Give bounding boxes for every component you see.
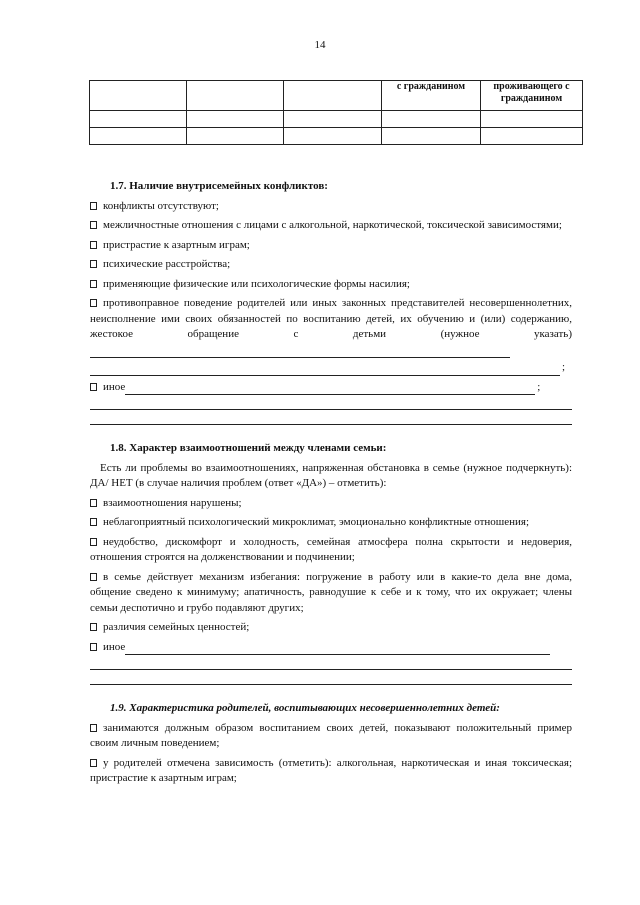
table-header-cell xyxy=(284,81,382,111)
table-row xyxy=(90,111,583,128)
page-number: 14 xyxy=(314,39,326,51)
checkbox-icon[interactable] xyxy=(90,538,97,546)
checkbox-item[interactable]: взаимоотношения нарушены; xyxy=(90,496,572,512)
section-title-1-7: 1.7. Наличие внутрисемейных конфликтов: xyxy=(110,180,328,192)
checkbox-item[interactable]: межличностные отношения с лицами с алкогольной, наркотической, токсической зависимостями; xyxy=(90,218,572,234)
fill-row: ; xyxy=(90,360,572,376)
table-header-cell xyxy=(187,81,284,111)
table-header-cell xyxy=(90,81,187,111)
checkbox-item[interactable]: занимаются должным образом воспитанием своих детей, показывают положительный пример своим личным поведением; xyxy=(90,721,572,749)
checkbox-item[interactable]: противоправное поведение родителей или иных законных представителей несовершеннолетних, неисполнение ими своих обязанностей по воспитанию детей, их обучению и (или) содержанию, жестокое обращение с детьми (нужное указать) xyxy=(90,296,572,358)
checkbox-icon[interactable] xyxy=(90,383,97,391)
table-header-cell: проживающего с гражданином xyxy=(481,81,583,111)
table-cell[interactable] xyxy=(187,111,284,128)
checkbox-icon[interactable] xyxy=(90,241,97,249)
checkbox-item[interactable]: различия семейных ценностей; xyxy=(90,620,572,636)
fill-line[interactable] xyxy=(125,383,535,395)
table-header-row xyxy=(90,81,583,111)
checkbox-icon[interactable] xyxy=(90,643,97,651)
table-cell[interactable] xyxy=(90,111,187,128)
table-row xyxy=(90,128,583,145)
checkbox-icon[interactable] xyxy=(90,260,97,268)
table-cell[interactable] xyxy=(90,128,187,145)
table-cell[interactable] xyxy=(382,111,481,128)
form-content xyxy=(90,179,572,787)
fill-line[interactable] xyxy=(90,412,572,425)
checkbox-icon[interactable] xyxy=(90,759,97,767)
checkbox-icon[interactable] xyxy=(90,573,97,581)
checkbox-icon[interactable] xyxy=(90,221,97,229)
fill-line[interactable] xyxy=(90,397,572,410)
checkbox-item[interactable]: в семье действует механизм избегания: погружение в работу или в какие-то дела вне дома, общение сведено к минимуму; апатичность, равнодушие к себе и к тому, что их окружает; члены семьи деспотично и грубо подавляют других; xyxy=(90,570,572,614)
fill-line[interactable] xyxy=(90,672,572,685)
fill-line[interactable] xyxy=(90,657,572,670)
section-title-1-8: 1.8. Характер взаимоотношений между членами семьи: xyxy=(110,442,387,454)
data-table xyxy=(89,80,583,145)
checkbox-item[interactable]: пристрастие к азартным играм; xyxy=(90,238,572,254)
checkbox-icon[interactable] xyxy=(90,724,97,732)
checkbox-icon[interactable] xyxy=(90,280,97,288)
table-header-cell: с гражданином xyxy=(382,81,481,111)
section-title-1-9: 1.9. Характеристика родителей, воспитывающих несовершеннолетних детей: xyxy=(110,702,500,714)
checkbox-icon[interactable] xyxy=(90,202,97,210)
fill-line[interactable] xyxy=(90,346,510,358)
checkbox-item-other[interactable]: иное ; xyxy=(90,380,572,396)
table-cell[interactable] xyxy=(284,111,382,128)
checkbox-item[interactable]: неудобство, дискомфорт и холодность, семейная атмосфера полна скрытости и недоверия, отношения строятся на долженствовании и подчинении; xyxy=(90,535,572,563)
fill-line[interactable] xyxy=(125,643,550,655)
table-cell[interactable] xyxy=(187,128,284,145)
checkbox-item[interactable]: психические расстройства; xyxy=(90,257,572,273)
checkbox-item[interactable]: конфликты отсутствуют; xyxy=(90,199,572,215)
checkbox-item[interactable]: применяющие физические или психологические формы насилия; xyxy=(90,277,572,293)
checkbox-item[interactable]: неблагоприятный психологический микроклимат, эмоционально конфликтные отношения; xyxy=(90,515,572,531)
table-cell[interactable] xyxy=(481,111,583,128)
checkbox-icon[interactable] xyxy=(90,623,97,631)
checkbox-item-other[interactable]: иное xyxy=(90,640,572,656)
section-intro: Есть ли проблемы во взаимоотношениях, напряженная обстановка в семье (нужное подчеркнуть): ДА/ НЕТ (в случае наличия проблем (ответ «ДА») – отметить): xyxy=(90,461,572,489)
checkbox-item[interactable]: у родителей отмечена зависимость (отметить): алкогольная, наркотическая и иная токсическая; пристрастие к азартным играм; xyxy=(90,756,572,784)
checkbox-icon[interactable] xyxy=(90,518,97,526)
checkbox-icon[interactable] xyxy=(90,299,97,307)
table-cell[interactable] xyxy=(382,128,481,145)
fill-line[interactable] xyxy=(90,364,560,376)
checkbox-icon[interactable] xyxy=(90,499,97,507)
table-cell[interactable] xyxy=(481,128,583,145)
table-cell[interactable] xyxy=(284,128,382,145)
